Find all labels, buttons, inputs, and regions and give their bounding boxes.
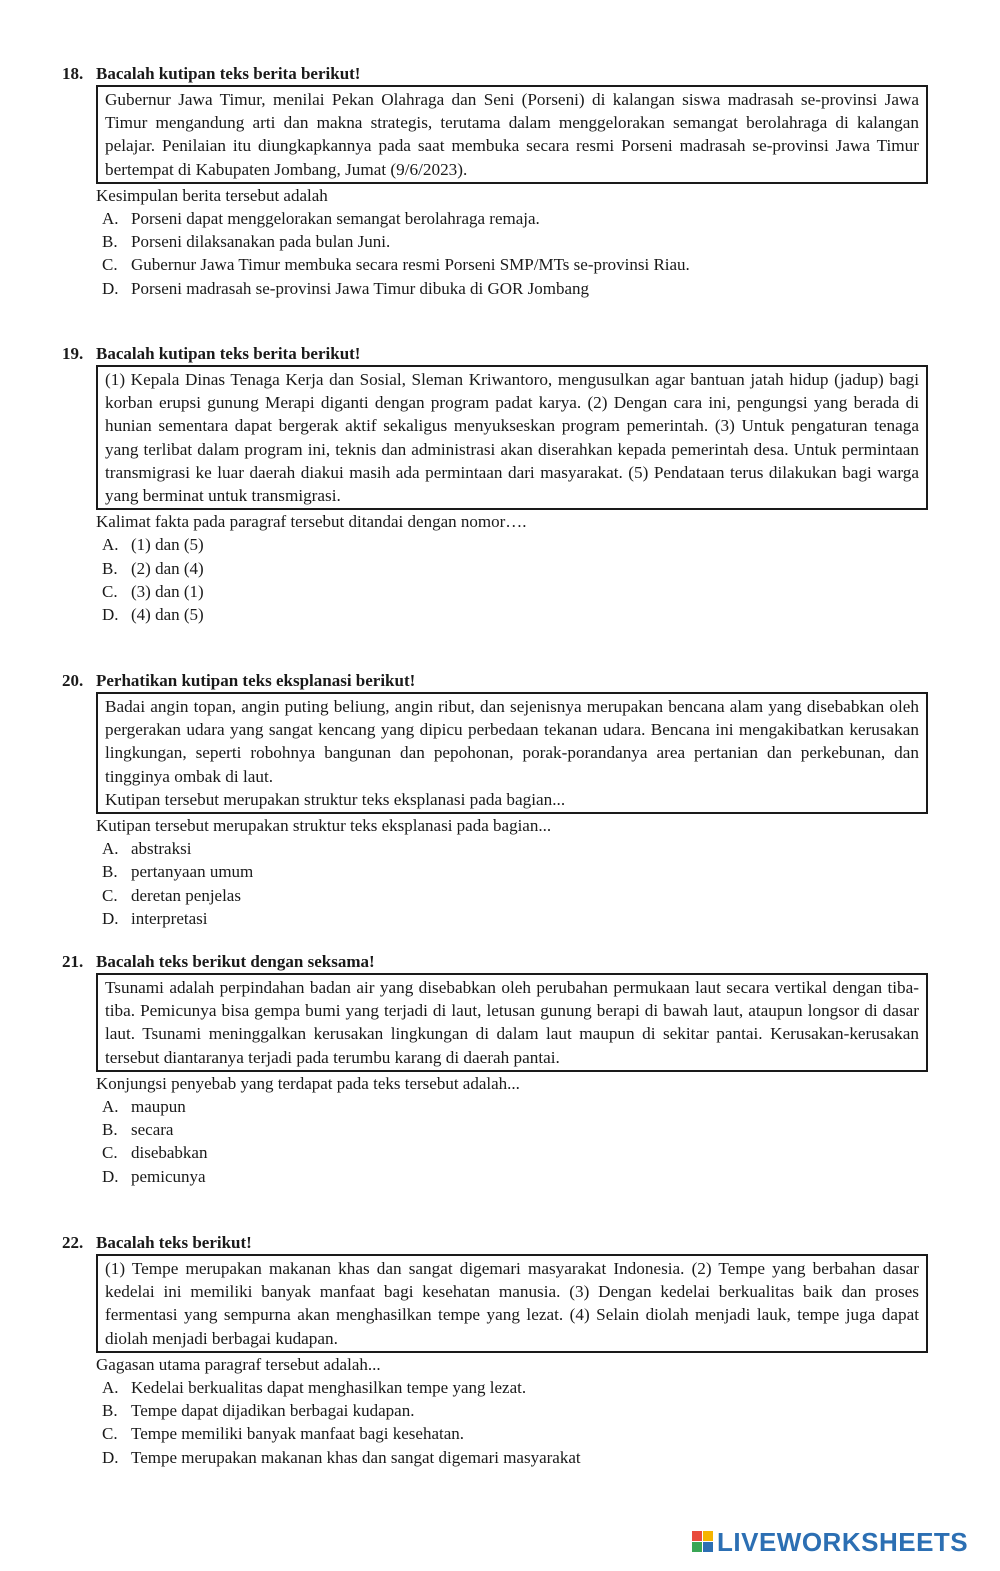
logo-square-green — [692, 1542, 702, 1552]
option-c[interactable] — [102, 1422, 928, 1445]
answer-options — [102, 1376, 928, 1469]
option-text: interpretasi — [131, 908, 208, 928]
option-a[interactable] — [102, 837, 928, 860]
option-d[interactable] — [102, 603, 928, 626]
option-letter: C. — [102, 581, 118, 601]
option-letter: B. — [102, 862, 118, 882]
question-heading — [62, 670, 928, 692]
option-d[interactable] — [102, 1165, 928, 1188]
option-letter: C. — [102, 1143, 118, 1163]
question-prompt: Kutipan tersebut merupakan struktur teks eksplanasi pada bagian... — [96, 816, 552, 836]
question-prompt: Gagasan utama paragraf tersebut adalah... — [96, 1354, 381, 1374]
option-letter: C. — [102, 1424, 118, 1444]
option-text: pemicunya — [131, 1166, 206, 1186]
answer-options — [102, 207, 928, 300]
option-a[interactable] — [102, 1095, 928, 1118]
option-text: Tempe merupakan makanan khas dan sangat digemari masyarakat — [131, 1447, 581, 1467]
option-letter: C. — [102, 885, 118, 905]
question-number: 22. — [62, 1233, 84, 1252]
question-instruction: Bacalah kutipan teks berita berikut! — [96, 64, 361, 83]
option-text: Tempe memiliki banyak manfaat bagi kesehatan. — [131, 1424, 465, 1444]
option-text: secara — [131, 1120, 174, 1140]
question-heading — [62, 951, 928, 973]
option-letter: D. — [102, 1166, 119, 1186]
passage-box — [96, 692, 928, 814]
question-prompt: Konjungsi penyebab yang terdapat pada teks tersebut adalah... — [96, 1073, 520, 1093]
option-a[interactable] — [102, 207, 928, 230]
answer-options — [102, 533, 928, 626]
logo-square-blue — [703, 1542, 713, 1552]
option-letter: C. — [102, 255, 118, 275]
option-text: abstraksi — [131, 839, 192, 859]
option-d[interactable] — [102, 277, 928, 300]
logo-square-yellow — [703, 1531, 713, 1541]
option-text: (4) dan (5) — [131, 605, 204, 625]
option-b[interactable] — [102, 1399, 928, 1422]
option-letter: A. — [102, 1096, 119, 1116]
option-letter: A. — [102, 839, 119, 859]
option-c[interactable] — [102, 253, 928, 276]
passage-text: Tsunami adalah perpindahan badan air yang disebabkan oleh perubahan permukaan laut secara vertikal dengan tiba-tiba. Pemicunya bisa gempa bumi yang terjadi di laut, letusan gunung berapi di bawah laut, ataupun longsor di dasar laut. Tsunami meninggalkan kerusakan lingkungan di dalam laut maupun di sekitar pantai. Kerusakan-kerusakan tersebut diantaranya terjadi pada terumbu karang di daerah pantai. — [105, 978, 919, 1067]
question-number: 20. — [62, 671, 84, 690]
option-c[interactable] — [102, 884, 928, 907]
option-letter: A. — [102, 208, 119, 228]
brand-text: LIVEWORKSHEETS — [717, 1527, 969, 1557]
option-text: (3) dan (1) — [131, 581, 204, 601]
option-letter: A. — [102, 1377, 119, 1397]
passage-box — [96, 1254, 928, 1353]
option-text: pertanyaan umum — [131, 862, 254, 882]
passage-box — [96, 365, 928, 510]
option-text: Gubernur Jawa Timur membuka secara resmi Porseni SMP/MTs se-provinsi Riau. — [131, 255, 690, 275]
option-text: (2) dan (4) — [131, 558, 204, 578]
option-b[interactable] — [102, 860, 928, 883]
option-text: Porseni madrasah se-provinsi Jawa Timur dibuka di GOR Jombang — [131, 278, 590, 298]
option-c[interactable] — [102, 1141, 928, 1164]
option-letter: A. — [102, 535, 119, 555]
question-number: 19. — [62, 344, 84, 363]
question-prompt: Kesimpulan berita tersebut adalah — [96, 185, 328, 205]
liveworksheets-brand — [692, 1528, 968, 1556]
option-text: Tempe dapat dijadikan berbagai kudapan. — [131, 1401, 415, 1421]
question-instruction: Bacalah teks berikut dengan seksama! — [96, 952, 375, 971]
option-letter: B. — [102, 1401, 118, 1421]
question-22 — [62, 1232, 928, 1469]
question-19 — [62, 343, 928, 626]
logo-square-red — [692, 1531, 702, 1541]
question-number: 18. — [62, 64, 84, 83]
passage-text: (1) Tempe merupakan makanan khas dan sangat digemari masyarakat Indonesia. (2) Tempe yang berbahan dasar kedelai ini memiliki banyak manfaat bagi kesehatan manusia. (3) Dengan kedelai berkualitas baik dan proses fermentasi yang sempurna akan menghasilkan tempe yang lezat. (4) Selain diolah menjadi lauk, tempe juga dapat diolah menjadi berbagai kudapan. — [105, 1259, 919, 1348]
option-letter: B. — [102, 232, 118, 252]
option-b[interactable] — [102, 1118, 928, 1141]
option-text: disebabkan — [131, 1143, 208, 1163]
question-heading — [62, 343, 928, 365]
option-d[interactable] — [102, 1446, 928, 1469]
option-d[interactable] — [102, 907, 928, 930]
passage-text: (1) Kepala Dinas Tenaga Kerja dan Sosial, Sleman Kriwantoro, mengusulkan agar bantuan jatah hidup (jadup) bagi korban erupsi gunung Merapi diganti dengan program padat karya. (2) Dengan cara ini, pengungsi yang berada di hunian sementara dapat bergerak aktif sekaligus menyukseskan program pemerintah. (3) Untuk pengaturan tenaga yang terlibat dalam program ini, teknis dan administrasi akan diserahkan kepada pemerintah desa. Untuk permintaan transmigrasi ke luar daerah diakui masih ada permintaan dari masyarakat. (5) Pendataan terus dilakukan bagi warga yang berminat untuk transmigrasi. — [105, 370, 919, 506]
option-text: deretan penjelas — [131, 885, 241, 905]
question-18 — [62, 63, 928, 300]
option-letter: D. — [102, 605, 119, 625]
option-letter: D. — [102, 278, 119, 298]
question-prompt: Kalimat fakta pada paragraf tersebut ditandai dengan nomor…. — [96, 512, 527, 532]
passage-box — [96, 85, 928, 184]
question-heading — [62, 1232, 928, 1254]
passage-text: Badai angin topan, angin puting beliung, angin ribut, dan sejenisnya merupakan bencana alam yang disebabkan oleh pergerakan udara yang sangat kencang yang dipicu perbedaan tekanan udara. Bencana ini mengakibatkan kerusakan lingkungan, seperti robohnya bangunan dan pepohonan, porak-porandanya area pertanian dan perkebunan, dan tingginya ombak di laut. — [105, 697, 919, 786]
option-a[interactable] — [102, 533, 928, 556]
question-instruction: Perhatikan kutipan teks eksplanasi berikut! — [96, 671, 416, 690]
passage-box — [96, 973, 928, 1072]
option-text: Porseni dapat menggelorakan semangat berolahraga remaja. — [131, 208, 540, 228]
question-instruction: Bacalah kutipan teks berita berikut! — [96, 344, 361, 363]
option-text: maupun — [131, 1096, 186, 1116]
option-letter: D. — [102, 1447, 119, 1467]
option-b[interactable] — [102, 557, 928, 580]
answer-options — [102, 837, 928, 930]
question-instruction: Bacalah teks berikut! — [96, 1233, 252, 1252]
question-heading — [62, 63, 928, 85]
option-letter: D. — [102, 908, 119, 928]
option-a[interactable] — [102, 1376, 928, 1399]
question-21 — [62, 951, 928, 1188]
option-text: Kedelai berkualitas dapat menghasilkan tempe yang lezat. — [131, 1377, 527, 1397]
option-letter: B. — [102, 1120, 118, 1140]
option-text: Porseni dilaksanakan pada bulan Juni. — [131, 232, 391, 252]
passage-text: Gubernur Jawa Timur, menilai Pekan Olahraga dan Seni (Porseni) di kalangan siswa madrasah se-provinsi Jawa Timur mengandung arti dan makna strategis, terutama dalam menggelorakan semangat berolahraga di kalangan pelajar. Penilaian itu diungkapkannya pada saat membuka secara resmi Porseni madrasah se-provinsi Jawa Timur bertempat di Kabupaten Jombang, Jumat (9/6/2023). — [105, 90, 919, 179]
option-text: (1) dan (5) — [131, 535, 204, 555]
passage-text: Kutipan tersebut merupakan struktur teks eksplanasi pada bagian... — [105, 789, 566, 809]
option-c[interactable] — [102, 580, 928, 603]
answer-options — [102, 1095, 928, 1188]
question-number: 21. — [62, 952, 84, 971]
liveworksheets-logo-icon — [692, 1531, 714, 1553]
option-b[interactable] — [102, 230, 928, 253]
option-letter: B. — [102, 558, 118, 578]
question-20 — [62, 670, 928, 930]
